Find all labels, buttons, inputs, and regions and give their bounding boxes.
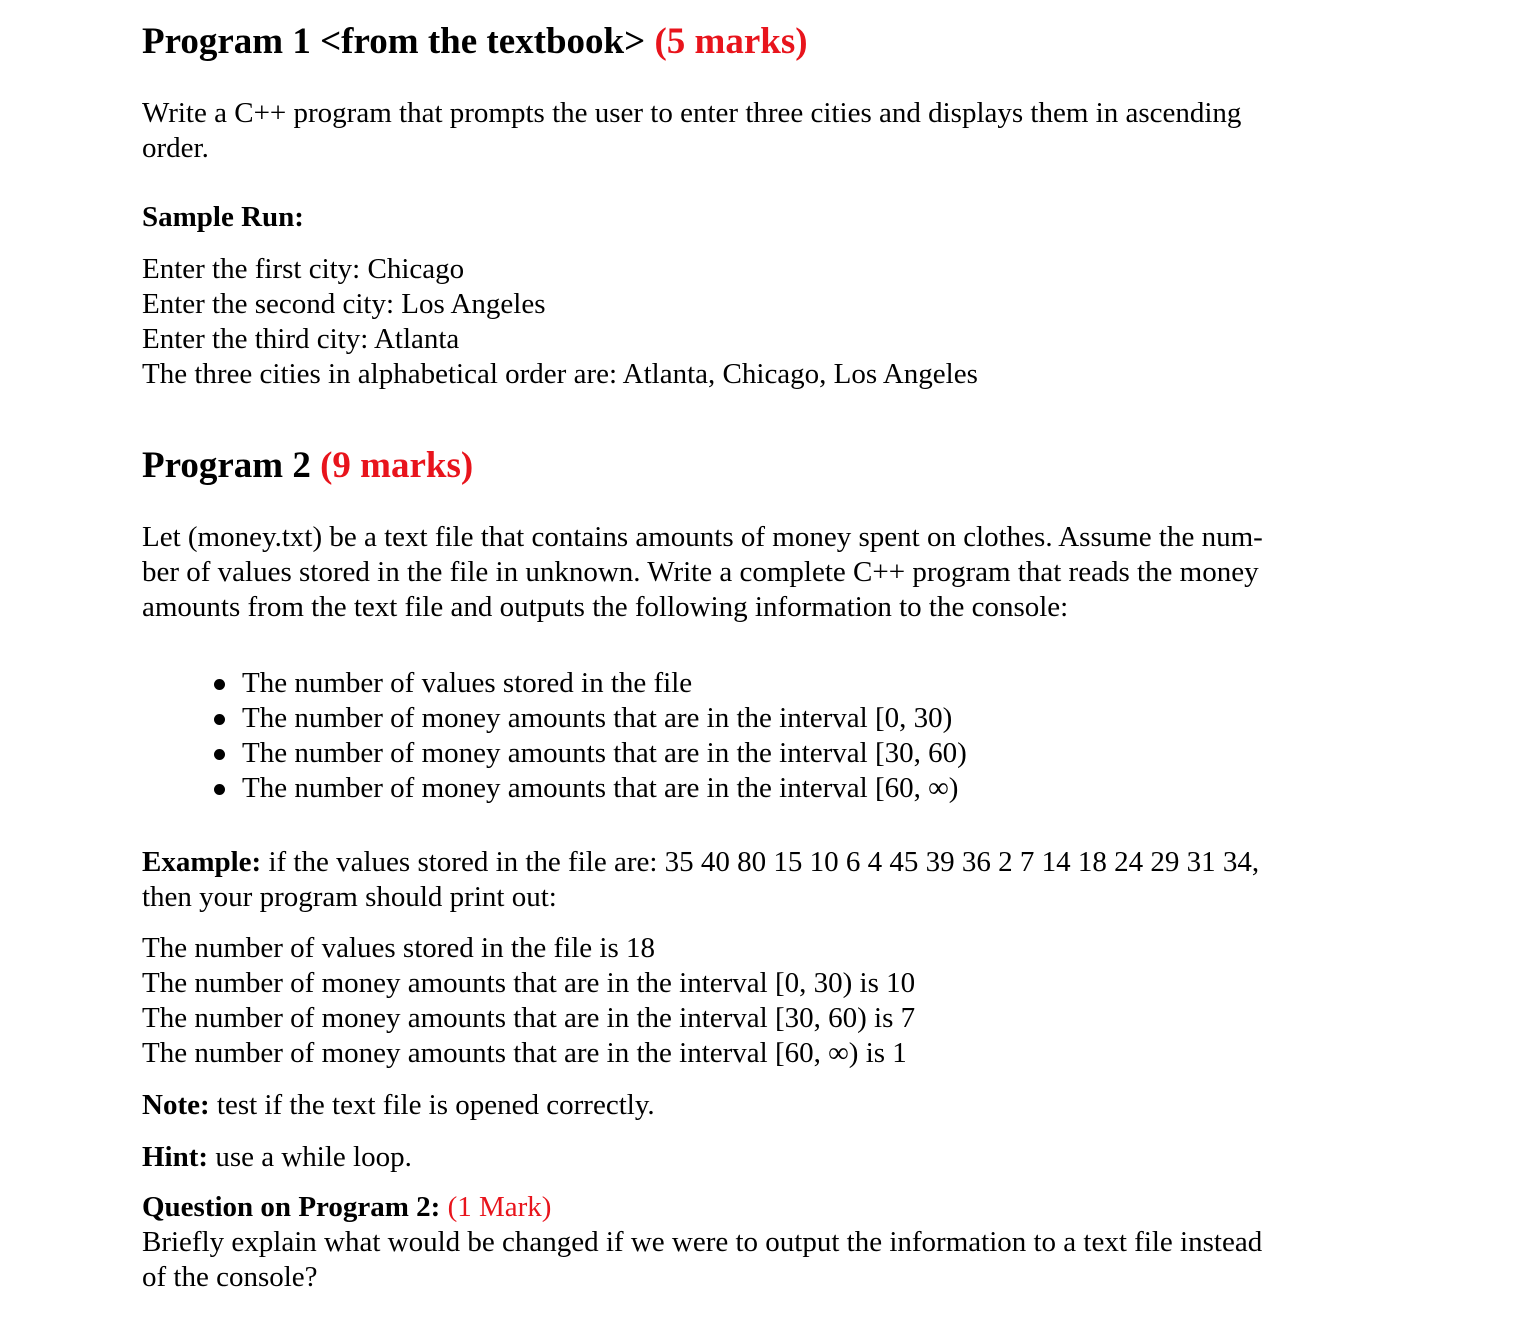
bullet-icon — [214, 784, 225, 795]
question-block — [142, 1190, 1262, 1295]
program1-description-line: order. — [142, 132, 209, 164]
program2-description-line: ber of values stored in the file in unknown. Write a complete C++ program that reads the money — [142, 556, 1259, 588]
sample-run-line: The three cities in alphabetical order are: Atlanta, Chicago, Los Angeles — [142, 358, 978, 390]
program1-heading — [142, 20, 808, 64]
program2-description — [142, 520, 1263, 625]
question-heading — [142, 1190, 1262, 1225]
sample-run-line: Enter the third city: Atlanta — [142, 323, 460, 355]
program2-description-line: Let (money.txt) be a text file that contains amounts of money spent on clothes. Assume the num- — [142, 521, 1263, 553]
sample-run-line: Enter the second city: Los Angeles — [142, 288, 546, 320]
output-line: The number of money amounts that are in the interval [60, ∞) is 1 — [142, 1037, 907, 1069]
example-line — [142, 845, 1259, 880]
example-label: Example: — [142, 846, 262, 878]
question-line: Briefly explain what would be changed if we were to output the information to a text file instead — [142, 1226, 1263, 1258]
expected-output — [142, 931, 915, 1071]
bullet-icon — [214, 749, 225, 760]
list-item-text: The number of money amounts that are in the interval [30, 60) — [242, 737, 967, 769]
program1-title: Program 1 <from the textbook> — [142, 21, 646, 62]
note-label: Note: — [142, 1089, 210, 1121]
requirements-list — [212, 666, 967, 806]
list-item — [212, 701, 967, 736]
output-line: The number of values stored in the file is 18 — [142, 932, 656, 964]
output-line: The number of money amounts that are in the interval [30, 60) is 7 — [142, 1002, 916, 1034]
question-label: Question on Program 2: — [142, 1191, 441, 1223]
note-text: test if the text file is opened correctly. — [216, 1089, 655, 1121]
hint-label: Hint: — [142, 1141, 209, 1173]
list-item — [212, 736, 967, 771]
program2-marks: (9 marks) — [320, 445, 474, 486]
example-text: if the values stored in the file are: 35 40 80 15 10 6 4 45 39 36 2 7 14 18 24 29 31 34, — [268, 846, 1260, 878]
program2-heading — [142, 444, 473, 488]
program2-title: Program 2 — [142, 445, 311, 486]
sample-run-line: Enter the first city: Chicago — [142, 253, 465, 285]
hint-line — [142, 1140, 412, 1175]
list-item-text: The number of money amounts that are in the interval [0, 30) — [242, 702, 953, 734]
list-item — [212, 771, 967, 806]
list-item-text: The number of money amounts that are in the interval [60, ∞) — [242, 772, 959, 804]
output-line: The number of money amounts that are in the interval [0, 30) is 10 — [142, 967, 916, 999]
example-block — [142, 845, 1259, 915]
program1-description-line: Write a C++ program that prompts the user to enter three cities and displays them in ascending — [142, 97, 1242, 129]
question-line: of the console? — [142, 1261, 318, 1293]
program1-marks: (5 marks) — [654, 21, 808, 62]
sample-run-output — [142, 252, 978, 392]
list-item-text: The number of values stored in the file — [242, 667, 693, 699]
hint-text: use a while loop. — [215, 1141, 412, 1173]
note-line — [142, 1088, 655, 1123]
program1-description — [142, 96, 1241, 166]
example-line: then your program should print out: — [142, 881, 557, 913]
question-marks: (1 Mark) — [447, 1191, 552, 1223]
bullet-icon — [214, 679, 225, 690]
sample-run-label: Sample Run: — [142, 201, 304, 233]
bullet-icon — [214, 714, 225, 725]
list-item — [212, 666, 967, 701]
program2-description-line: amounts from the text file and outputs the following information to the console: — [142, 591, 1069, 623]
